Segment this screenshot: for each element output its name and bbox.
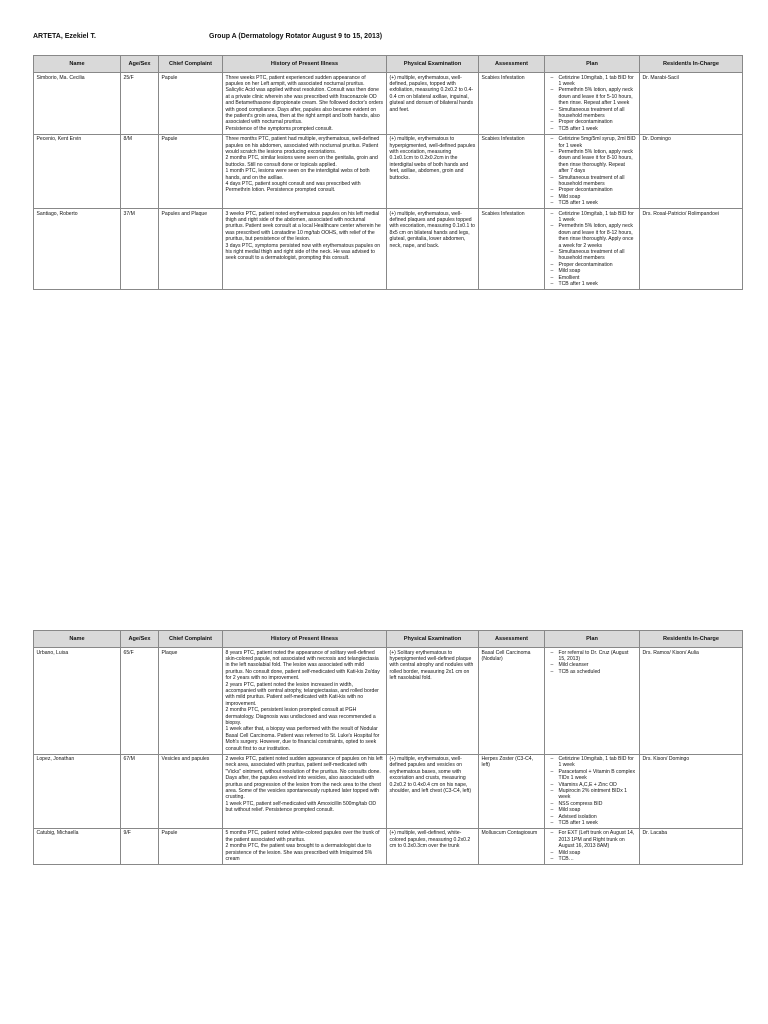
age-sex: 8/M [121, 134, 159, 208]
physical-examination: (+) multiple, erythematous, well-defined papules and vesicles on erythematous bases, some with excoriation and crusts, measuring 0.2x0.2 to 0.4x0.4 cm on his nape, shoulder, and left chest (C3-C4, left) [387, 754, 479, 828]
assessment: Scabies Infestation [479, 134, 545, 208]
chief-complaint: Papule [159, 73, 223, 135]
plan-item: – Mild soap [553, 268, 637, 274]
plan-list [548, 650, 637, 676]
plan-item: – Emollient [553, 275, 637, 281]
plan-item: – Mupirocin 2% ointment BIDx 1 week [553, 788, 637, 801]
assessment: Basal Cell Carcinoma (Nodular) [479, 648, 545, 755]
patient-name: Pecenio, Kent Ervin [34, 134, 121, 208]
physical-examination: (+) Solitary erythematous to hyperpigmented well-defined plaque with central atrophy and nodules with rolled border, measuring 2x1 cm on left nasolabial fold. [387, 648, 479, 755]
plan-item: – Cetirizine 10mg/tab, 1 tab BID for 1 week [553, 211, 637, 224]
resident-in-charge: Dr. Marabi-Sacil [640, 73, 743, 135]
plan-item: – Simultaneous treatment of all household members [553, 107, 637, 120]
table-header-row [34, 56, 743, 73]
plan [545, 754, 640, 828]
plan-item: – TCB… [553, 856, 637, 862]
plan-item: – Permethrin 5% lotion, apply neck down and leave it for 5-10 hours, then rinse. Repeat after 1 week [553, 87, 637, 106]
history-paragraph: Three months PTC, patient had multiple, erythematous, well-defined papules on his abdomen, associated with nocturnal pruritus. Patient would scratch the lesions producing excoriations. [225, 136, 380, 155]
plan-list [548, 830, 637, 862]
history-paragraph: 3 weeks PTC, patient noted erythematous papules on his left medial thigh and right side of the abdomen, associated with nocturnal pruritus. Patient seek consult at a local Healthcare center wherein he was prescribed with Loratadine 10 mg/tab OOHS, with relief of the pruritus, but persistence of the lesion. [225, 210, 381, 243]
col-header-name: Name [34, 631, 121, 648]
plan [545, 648, 640, 755]
age-sex: 25/F [121, 73, 159, 135]
resident-in-charge: Drs. Rosal-Patricio/ Rolimpandoei [640, 209, 743, 290]
rotation-group-title: Group A (Dermatology Rotator August 9 to 15, 2013) [209, 33, 383, 40]
physical-examination: (+) multiple, well-defined, white-colored papules, measuring 0.2x0.2 cm to 0.3x0.3cm over the trunk [387, 828, 479, 864]
plan-item: – Simultaneous treatment of all household members [553, 175, 637, 188]
history-of-present-illness [223, 73, 387, 135]
history-paragraph: 4 days PTC, patient sought consult and was prescribed with Permethrin lotion. Persistence prompted consult. [225, 181, 361, 194]
chief-complaint: Papule [159, 828, 223, 864]
plan-list [548, 211, 637, 288]
history-paragraph: 1 week PTC, patient self-medicated with Amoxicillin 500mg/tab OD but without relief. Persistence prompted consult. [225, 800, 377, 814]
resident-in-charge: Dr. Lacaba [640, 828, 743, 864]
history-paragraph: 8 years PTC, patient noted the appearance of solitary well-defined skin-colored papule, not associated with necrosis and telangiectasia in the left nasolabial fold. The lesion was associated with mild pruritus. No consult done, patient self-medicated with Kati-kis 2x/day for 2 years with no improvement. [225, 649, 380, 682]
plan-item: – Cetirizine 10mg/tab, 1 tab BID for 1 week [553, 756, 637, 769]
table-row [34, 209, 743, 290]
col-header-exam: Physical Examination [387, 56, 479, 73]
patient-name: Catubig, Michaella [34, 828, 121, 864]
history-paragraph: Three weeks PTC, patient experienced sudden appearance of papules on her Left armpit, with associated nocturnal pruritus. Salicylic Acid was applied without resolution. Consult was then done at a private clinic wherein she was prescribed with Itraconazole OD and Betamethasone dipropionate cream. She followed doctor's orders with good compliance. Days after, papules also became evident on the patient's groin area, then at the right armpit and both hands, also associated with nocturnal pruritus. [225, 74, 384, 126]
plan [545, 134, 640, 208]
col-header-assessment: Assessment [479, 56, 545, 73]
table-row [34, 828, 743, 864]
age-sex: 65/F [121, 648, 159, 755]
plan-item: – For referral to Dr. Cruz (August 15, 2013) [553, 650, 637, 663]
assessment: Scabies Infestation [479, 209, 545, 290]
plan [545, 209, 640, 290]
table-row [34, 648, 743, 755]
plan [545, 73, 640, 135]
col-header-agesex: Age/Sex [121, 631, 159, 648]
chief-complaint: Plaque [159, 648, 223, 755]
plan [545, 828, 640, 864]
plan-item: – Mild soap [553, 850, 637, 856]
plan-item: – Cetirizine 5mg/5ml syrup, 2ml BID for 1 week [553, 136, 637, 149]
history-paragraph: Persistence of the symptoms prompted consult. [225, 125, 333, 132]
history-of-present-illness [223, 828, 387, 864]
assessment: Herpes Zoster (C3-C4, left) [479, 754, 545, 828]
age-sex: 9/F [121, 828, 159, 864]
plan-item: – Mild soap [553, 807, 637, 813]
plan-item: – Vitamins A,C,E + Zinc OD [553, 782, 637, 788]
history-paragraph: 2 months PTC, persistent lesion prompted consult at PGH dermatology. Diagnosis was undisclosed and was recommended a biopsy. [225, 707, 376, 726]
history-paragraph: 2 years PTC, patient noted the lesion increased in width, accompanied with central atrophy, telangiectasias, and rolled border with mild pruritus. Patient self-medicated with Kati-kis with no improvement. [225, 681, 379, 707]
chief-complaint: Papules and Plaque [159, 209, 223, 290]
plan-item: – Proper decontamination [553, 187, 637, 193]
author-name: ARTETA, Ezekiel T. [33, 33, 96, 40]
col-header-complaint: Chief Complaint [159, 631, 223, 648]
plan-item: – Mild cleanser [553, 662, 637, 668]
patient-name: Simborio, Ma. Cecilia [34, 73, 121, 135]
plan-item: – TCB after 1 week [553, 200, 637, 206]
plan-list [548, 136, 637, 206]
plan-item: – Advised isolation [553, 814, 637, 820]
col-header-history: History of Present Illness [223, 56, 387, 73]
table-row [34, 73, 743, 135]
plan-item: – Simultaneous treatment of all household members [553, 249, 637, 262]
col-header-name: Name [34, 56, 121, 73]
resident-in-charge: Drs. Ramos/ Kison/ Aulia [640, 648, 743, 755]
history-paragraph: 1 month PTC, lesions were seen on the interdigital webs of both hands, and on the axillae. [225, 168, 370, 181]
plan-item: – Permethrin 5% lotion, apply neck down and leave it for 8-10 hours, then rinse thoroughly. Repeat after 7 days [553, 149, 637, 175]
assessment: Scabies Infestation [479, 73, 545, 135]
patient-name: Santiago, Roberto [34, 209, 121, 290]
chief-complaint: Vesicles and papules [159, 754, 223, 828]
plan-item: – TCB as scheduled [553, 669, 637, 675]
history-of-present-illness [223, 134, 387, 208]
col-header-agesex: Age/Sex [121, 56, 159, 73]
physical-examination: (+) multiple, erythematous to hyperpigmented, well-defined papules with excoriation, measuring 0.1x0.1cm to 0.2x0.2cm in the interdigital webs of both hands and feet, axillae, abdomen, groin and buttocks. [387, 134, 479, 208]
patient-table-1 [33, 55, 743, 290]
plan-item: – Permethrin 5% lotion, apply neck down and leave it for 8-12 hours, then rinse thoroughly. Apply once a week for 2 weeks [553, 223, 637, 249]
table-body [34, 73, 743, 290]
plan-item: – Mild soap [553, 194, 637, 200]
plan-item: – For EXT (Left trunk on August 14, 2013 1PM and Right trunk on August 16, 2013 8AM) [553, 830, 637, 849]
history-of-present-illness [223, 209, 387, 290]
history-paragraph: Days after, the papules evolved into vesicles, also associated with pruritus and progression of the lesion from the neck area to the chest area. Some of the vesicles spontaneously ruptured later topped with crusting. [225, 775, 381, 801]
physical-examination: (+) multiple, erythematous, well-defined plaques and papules topped with excoriation, measuring 0.1x0.1 to 8x5 cm on bilateral hands and legs, gluteal, genitalia, lower abdomen, neck, nape, and back. [387, 209, 479, 290]
assessment: Molluscum Contagiosum [479, 828, 545, 864]
plan-list [548, 75, 637, 133]
history-paragraph: 2 weeks PTC, patient noted sudden appearance of papules on his left neck area, associated with pruritus, patient self-medicated with "Vicks" ointment, without resolution of the pruritus. No consults done. [225, 756, 383, 775]
col-header-plan: Plan [545, 631, 640, 648]
col-header-resident: Resident/s In-Charge [640, 56, 743, 73]
age-sex: 67/M [121, 754, 159, 828]
history-of-present-illness [223, 754, 387, 828]
plan-list [548, 756, 637, 826]
col-header-exam: Physical Examination [387, 631, 479, 648]
plan-item: – TCB after 1 week [553, 820, 637, 826]
col-header-plan: Plan [545, 56, 640, 73]
chief-complaint: Papule [159, 134, 223, 208]
history-paragraph: 3 days PTC, symptoms persisted now with erythematous papules on his right medial thigh and right side of the neck. He was advised to seek consult to a dermatologist, prompting this consult. [225, 242, 381, 262]
plan-item: – NSS compress BID [553, 801, 637, 807]
col-header-complaint: Chief Complaint [159, 56, 223, 73]
plan-item: – Cetirizine 10mg/tab, 1 tab BID for 1 week [553, 75, 637, 88]
patient-name: Urbano, Luisa [34, 648, 121, 755]
col-header-resident: Resident/s In-Charge [640, 631, 743, 648]
patient-table-2 [33, 630, 743, 865]
history-paragraph: 2 months PTC, the patient was brought to a dermatologist due to persistence of the lesion. She was prescribed with Imiquimod 5% cream [225, 843, 373, 863]
table-row [34, 134, 743, 208]
table-row [34, 754, 743, 828]
table-header-row [34, 631, 743, 648]
table-body [34, 648, 743, 865]
plan-item: – Proper decontamination [553, 262, 637, 268]
patient-name: Lopez, Jonathan [34, 754, 121, 828]
resident-in-charge: Dr. Domingo [640, 134, 743, 208]
plan-item: – Paracetamol + Vitamin B complex TIDx 1 week [553, 769, 637, 782]
col-header-history: History of Present Illness [223, 631, 387, 648]
plan-item: – TCB after 1 week [553, 126, 637, 132]
history-paragraph: 1 week after that, a biopsy was performed with the result of Nodular Basal Cell Carcinoma. Patient was referred to St. Luke's Hospital for Moh's surgery. However, due to financial constraints, opted to seek consult first to our institution. [225, 726, 380, 752]
history-paragraph: 5 months PTC, patient noted white-colored papules over the trunk of the patient associated with pruritus. [225, 830, 380, 843]
plan-item: – Proper decontamination [553, 119, 637, 125]
history-of-present-illness [223, 648, 387, 755]
resident-in-charge: Drs. Kison/ Domingo [640, 754, 743, 828]
age-sex: 37/M [121, 209, 159, 290]
history-paragraph: 2 months PTC, similar lesions were seen on the genitalia, groin and buttocks. Still no consult done or topicals applied. [225, 155, 378, 168]
physical-examination: (+) multiple, erythematous, well-defined, papules, topped with exfoliation, measuring 0.2x0.2 to 0.4-0.4 cm on bilateral axillae, inguinal, gluteal and dorsum of bilateral hands and feet. [387, 73, 479, 135]
plan-item: – TCB after 1 week [553, 281, 637, 287]
col-header-assessment: Assessment [479, 631, 545, 648]
